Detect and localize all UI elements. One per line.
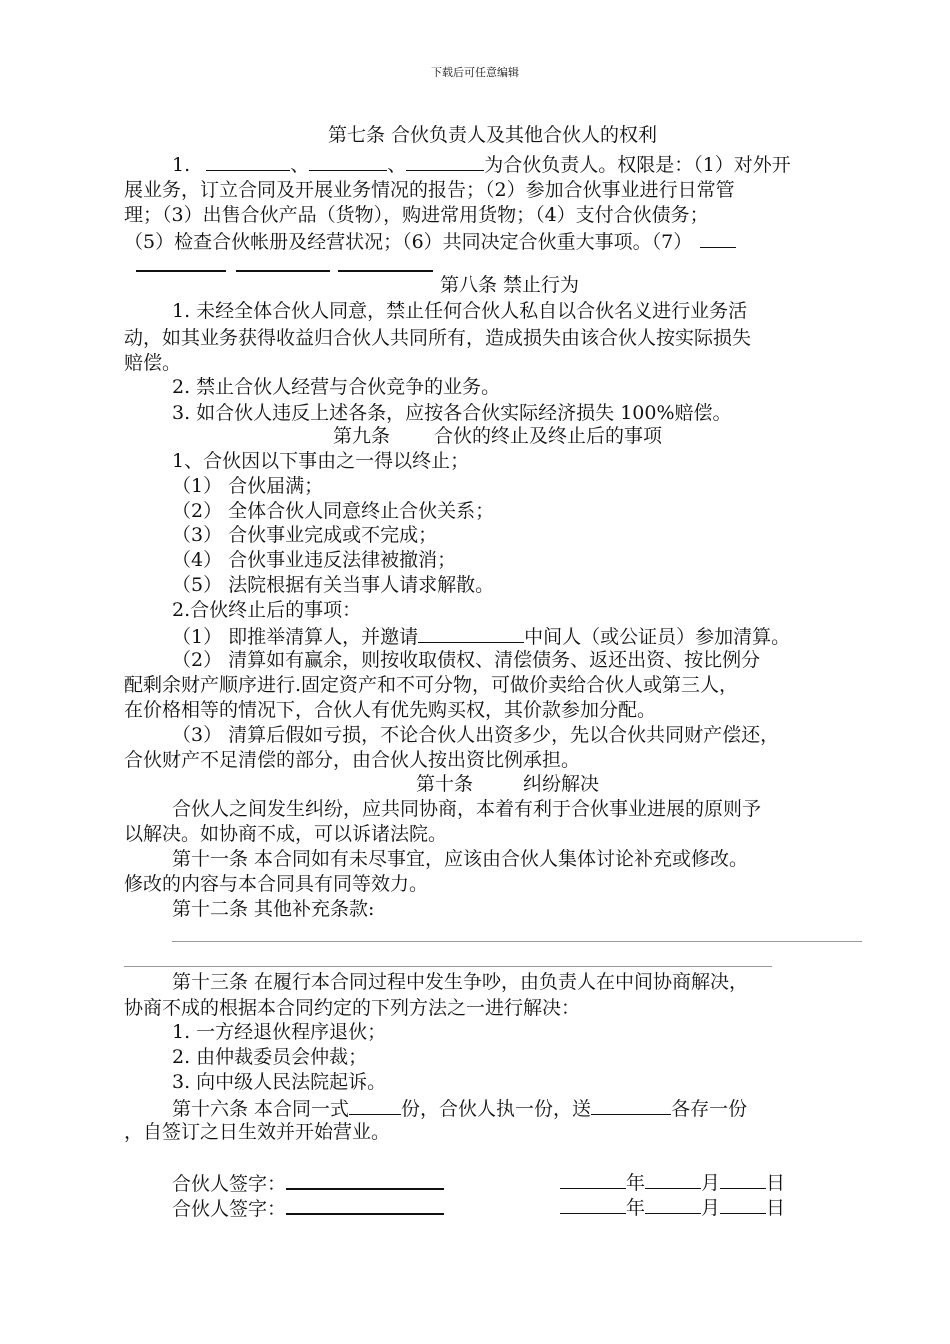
blank-field: [406, 152, 484, 171]
date-year: 年: [626, 1172, 646, 1194]
date-month: 月: [701, 1197, 721, 1219]
a10-title-num: 第十条: [416, 773, 474, 795]
article-8-p2: 2. 禁止合伙人经营与合伙竞争的业务。: [172, 376, 501, 398]
article-13-l1: 第十三条 在履行本合同过程中发生争吵，由负责人在中间协商解决，: [172, 971, 749, 993]
date-year: 年: [626, 1197, 646, 1219]
article-9-c1: [172, 624, 790, 648]
article-9-item-1: （1） 合伙届满；: [172, 475, 324, 497]
article-7-line-1: [172, 152, 791, 176]
article-10-l1: 合伙人之间发生纠纷，应共同协商，本着有利于合伙事业进展的原则予: [172, 798, 762, 820]
blank-field: [560, 1195, 626, 1214]
blank-line: [338, 270, 433, 272]
article-8-title: 第八条 禁止行为: [440, 274, 580, 296]
article-9-item-5: （5） 法院根据有关当事人请求解散。: [172, 574, 495, 596]
article-9-s1: 1、合伙因以下事由之一得以终止；: [172, 450, 470, 472]
article-7-line-2: 展业务，订立合同及开展业务情况的报告；（2）参加合伙事业进行日常管: [124, 179, 735, 201]
article-9-item-4: （4） 合伙事业违反法律被撤消；: [172, 549, 457, 571]
article-7-line-3: 理；（3）出售合伙产品（货物），购进常用货物；（4）支付合伙债务；: [124, 204, 709, 226]
a10-title-text: 纠纷解决: [523, 773, 600, 795]
blank-field: [720, 1195, 766, 1214]
signature-row-2: [172, 1195, 444, 1220]
article-11-l1: 第十一条 本合同如有未尽事宜，应该由合伙人集体讨论补充或修改。: [172, 848, 749, 870]
article-13-o2: 2. 由仲裁委员会仲裁；: [172, 1046, 368, 1068]
page-header: 下载后可任意编辑: [431, 66, 519, 79]
date-row-2: [560, 1195, 785, 1219]
article-12-l1: 第十二条 其他补充条款:: [172, 898, 375, 920]
a9-c1-pre: （1） 即推举清算人，并邀请: [172, 626, 419, 648]
a9-c1-post: 中间人（或公证员）参加清算。: [524, 626, 791, 648]
article-9-c2b: 配剩余财产顺序进行.固定资产和不可分物，可做价卖给合伙人或第三人，: [124, 674, 739, 696]
blank-field: [645, 1195, 701, 1214]
signature-label: 合伙人签字：: [172, 1173, 287, 1195]
article-9-c2a: （2） 清算如有赢余，则按收取债权、清偿债务、返还出资、按比例分: [172, 649, 761, 671]
article-13-o3: 3. 向中级人民法院起诉。: [172, 1071, 387, 1093]
signature-label: 合伙人签字：: [172, 1198, 287, 1220]
article-10-title: [416, 773, 599, 795]
signature-row-1: [172, 1170, 444, 1195]
signature-line: [286, 1195, 444, 1215]
article-13-o1: 1. 一方经退伙程序退伙；: [172, 1021, 387, 1043]
blank-field: [700, 229, 736, 248]
blank-line: [136, 270, 226, 272]
a7-l4-text: （5）检查合伙帐册及经营状况；（6）共同决定合伙重大事项。（7）: [124, 231, 693, 253]
article-8-p1c: 赔偿。: [124, 352, 182, 374]
article-8-p1a: 1. 未经全体合伙人同意，禁止任何合伙人私自以合伙名义进行业务活: [172, 300, 748, 322]
a7-sep1: 、: [290, 154, 310, 176]
article-11-l2: 修改的内容与本合同具有同等效力。: [124, 873, 429, 895]
date-row-1: [560, 1170, 785, 1194]
article-7-line-4: [124, 229, 736, 253]
blank-field: [591, 1096, 671, 1115]
a16-pre: 第十六条 本合同一式: [172, 1098, 350, 1120]
article-9-item-2: （2） 全体合伙人同意终止合伙关系；: [172, 500, 495, 522]
blank-field: [560, 1170, 626, 1189]
article-9-item-3: （3） 合伙事业完成或不完成；: [172, 524, 438, 546]
a16-mid: 份，合伙人执一份，送: [401, 1098, 592, 1120]
a7-sep2: 、: [387, 154, 407, 176]
blank-field: [418, 624, 524, 643]
a7-num: 1.: [172, 154, 191, 176]
a9-title-num: 第九条: [333, 425, 391, 447]
article-9-c3a: （3） 清算后假如亏损，不论合伙人出资多少，先以合伙共同财产偿还，: [172, 724, 780, 746]
a16-post: 各存一份: [671, 1098, 748, 1120]
article-9-c3b: 合伙财产不足清偿的部分，由合伙人按出资比例承担。: [124, 749, 581, 771]
blank-field: [349, 1096, 401, 1115]
article-16-l2: ，自签订之日生效并开始营业。: [124, 1121, 391, 1143]
article-9-c2c: 在价格相等的情况下，合伙人有优先购买权，其价款参加分配。: [124, 699, 657, 721]
date-day: 日: [766, 1197, 786, 1219]
article-9-s2: 2.合伙终止后的事项：: [172, 599, 362, 621]
blank-field: [309, 152, 387, 171]
article-10-l2: 以解决。如协商不成，可以诉诸法院。: [124, 823, 448, 845]
date-month: 月: [701, 1172, 721, 1194]
signature-line: [286, 1170, 444, 1190]
article-16-l1: [172, 1096, 747, 1120]
blank-line: [172, 941, 862, 942]
article-8-p3: 3. 如合伙人违反上述各条，应按各合伙实际经济损失 100%赔偿。: [172, 402, 732, 424]
a9-title-text: 合伙的终止及终止后的事项: [434, 425, 663, 447]
article-7-title: 第七条 合伙负责人及其他合伙人的权利: [328, 124, 658, 146]
blank-line: [124, 966, 772, 967]
blank-field: [206, 152, 290, 171]
article-8-p1b: 动，如其业务获得收益归合伙人共同所有，造成损失由该合伙人按实际损失: [124, 327, 752, 349]
article-9-title: [333, 425, 662, 447]
blank-field: [645, 1170, 701, 1189]
blank-line: [236, 270, 330, 272]
blank-field: [720, 1170, 766, 1189]
a7-tail: 为合伙负责人。权限是：（1）对外开: [484, 154, 791, 176]
article-13-l2: 协商不成的根据本合同约定的下列方法之一进行解决：: [124, 997, 581, 1019]
date-day: 日: [766, 1172, 786, 1194]
